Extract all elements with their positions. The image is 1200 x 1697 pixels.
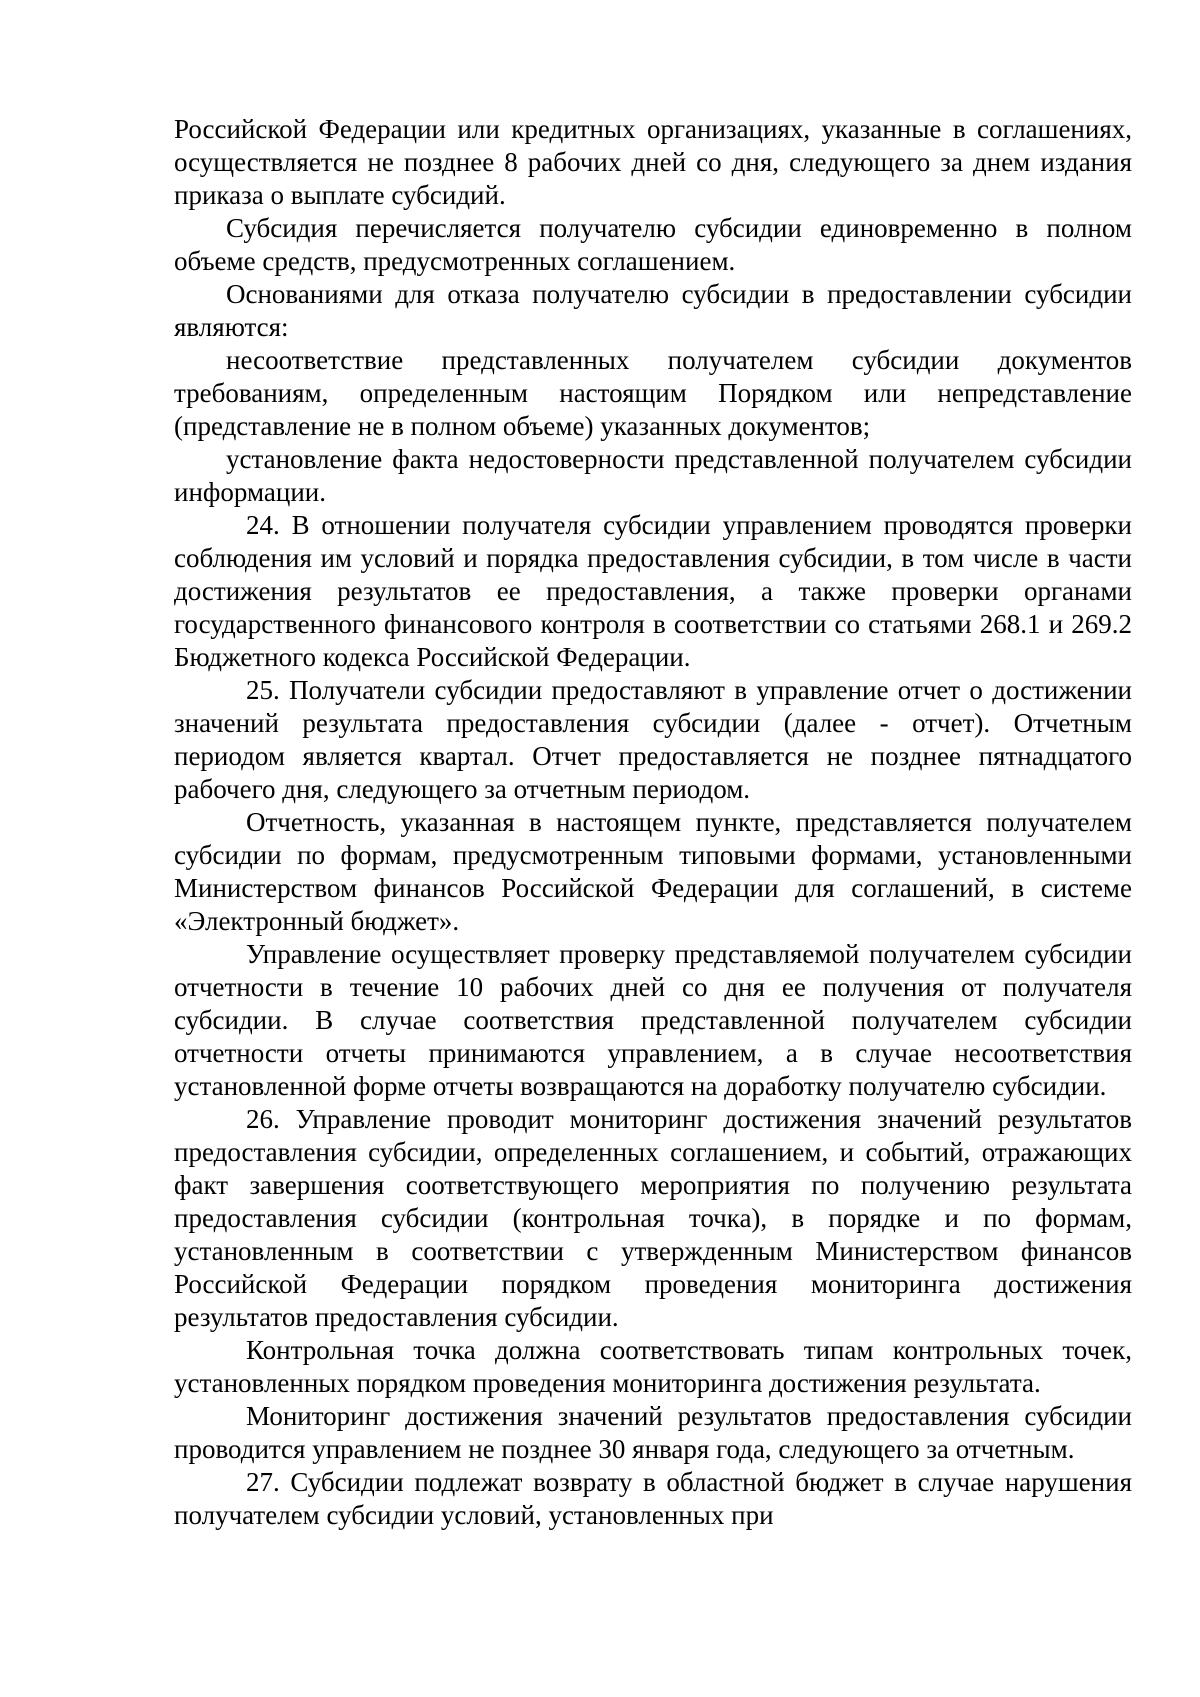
- document-body: [174, 113, 1132, 1532]
- paragraph-continuation: Российской Федерации или кредитных организациях, указанные в соглашениях, осуществляется не позднее 8 рабочих дней со дня, следующего за днем издания приказа о выплате субсидий.: [174, 114, 1132, 210]
- paragraph-subsidy-transfer: Субсидия перечисляется получателю субсидии единовременно в полном объеме средств, предусмотренных соглашением.: [174, 213, 1132, 276]
- paragraph-report-check: Управление осуществляет проверку представляемой получателем субсидии отчетности в течение 10 рабочих дней со дня ее получения от получателя субсидии. В случае соответствия представленной получателем субсидии отчетности отчеты принимаются управлением, а в случае несоответствия установленной форме отчеты возвращаются на доработку получателю субсидии.: [174, 939, 1132, 1101]
- paragraph-monitoring-deadline: Мониторинг достижения значений результатов предоставления субсидии проводится управлением не позднее 30 января года, следующего за отчетным.: [174, 1401, 1132, 1464]
- paragraph-control-point: Контрольная точка должна соответствовать типам контрольных точек, установленных порядком проведения мониторинга достижения результата.: [174, 1335, 1132, 1398]
- paragraph-reporting-forms: Отчетность, указанная в настоящем пункте, представляется получателем субсидии по формам, предусмотренным типовыми формами, установленными Министерством финансов Российской Федерации для соглашений, в системе «Электронный бюджет».: [174, 807, 1132, 936]
- paragraph-refusal-grounds: Основаниями для отказа получателю субсидии в предоставлении субсидии являются:: [174, 279, 1132, 342]
- paragraph-item-26: 26. Управление проводит мониторинг достижения значений результатов предоставления субсидии, определенных соглашением, и событий, отражающих факт завершения соответствующего мероприятия по получению результата предоставления субсидии (контрольная точка), в порядке и по формам, установленным в соответствии с утвержденным Министерством финансов Российской Федерации порядком проведения мониторинга достижения результатов предоставления субсидии.: [174, 1104, 1132, 1332]
- paragraph-item-25: 25. Получатели субсидии предоставляют в управление отчет о достижении значений результата предоставления субсидии (далее - отчет). Отчетным периодом является квартал. Отчет предоставляется не позднее пятнадцатого рабочего дня, следующего за отчетным периодом.: [174, 675, 1132, 804]
- paragraph-refusal-item-2: установление факта недостоверности представленной получателем субсидии информации.: [174, 444, 1132, 507]
- paragraph-refusal-item-1: несоответствие представленных получателем субсидии документов требованиям, определенным настоящим Порядком или непредставление (представление не в полном объеме) указанных документов;: [174, 345, 1132, 441]
- paragraph-item-27: 27. Субсидии подлежат возврату в областной бюджет в случае нарушения получателем субсидии условий, установленных при: [174, 1467, 1132, 1530]
- paragraph-item-24: 24. В отношении получателя субсидии управлением проводятся проверки соблюдения им условий и порядка предоставления субсидии, в том числе в части достижения результатов ее предоставления, а также проверки органами государственного финансового контроля в соответствии со статьями 268.1 и 269.2 Бюджетного кодекса Российской Федерации.: [174, 510, 1132, 672]
